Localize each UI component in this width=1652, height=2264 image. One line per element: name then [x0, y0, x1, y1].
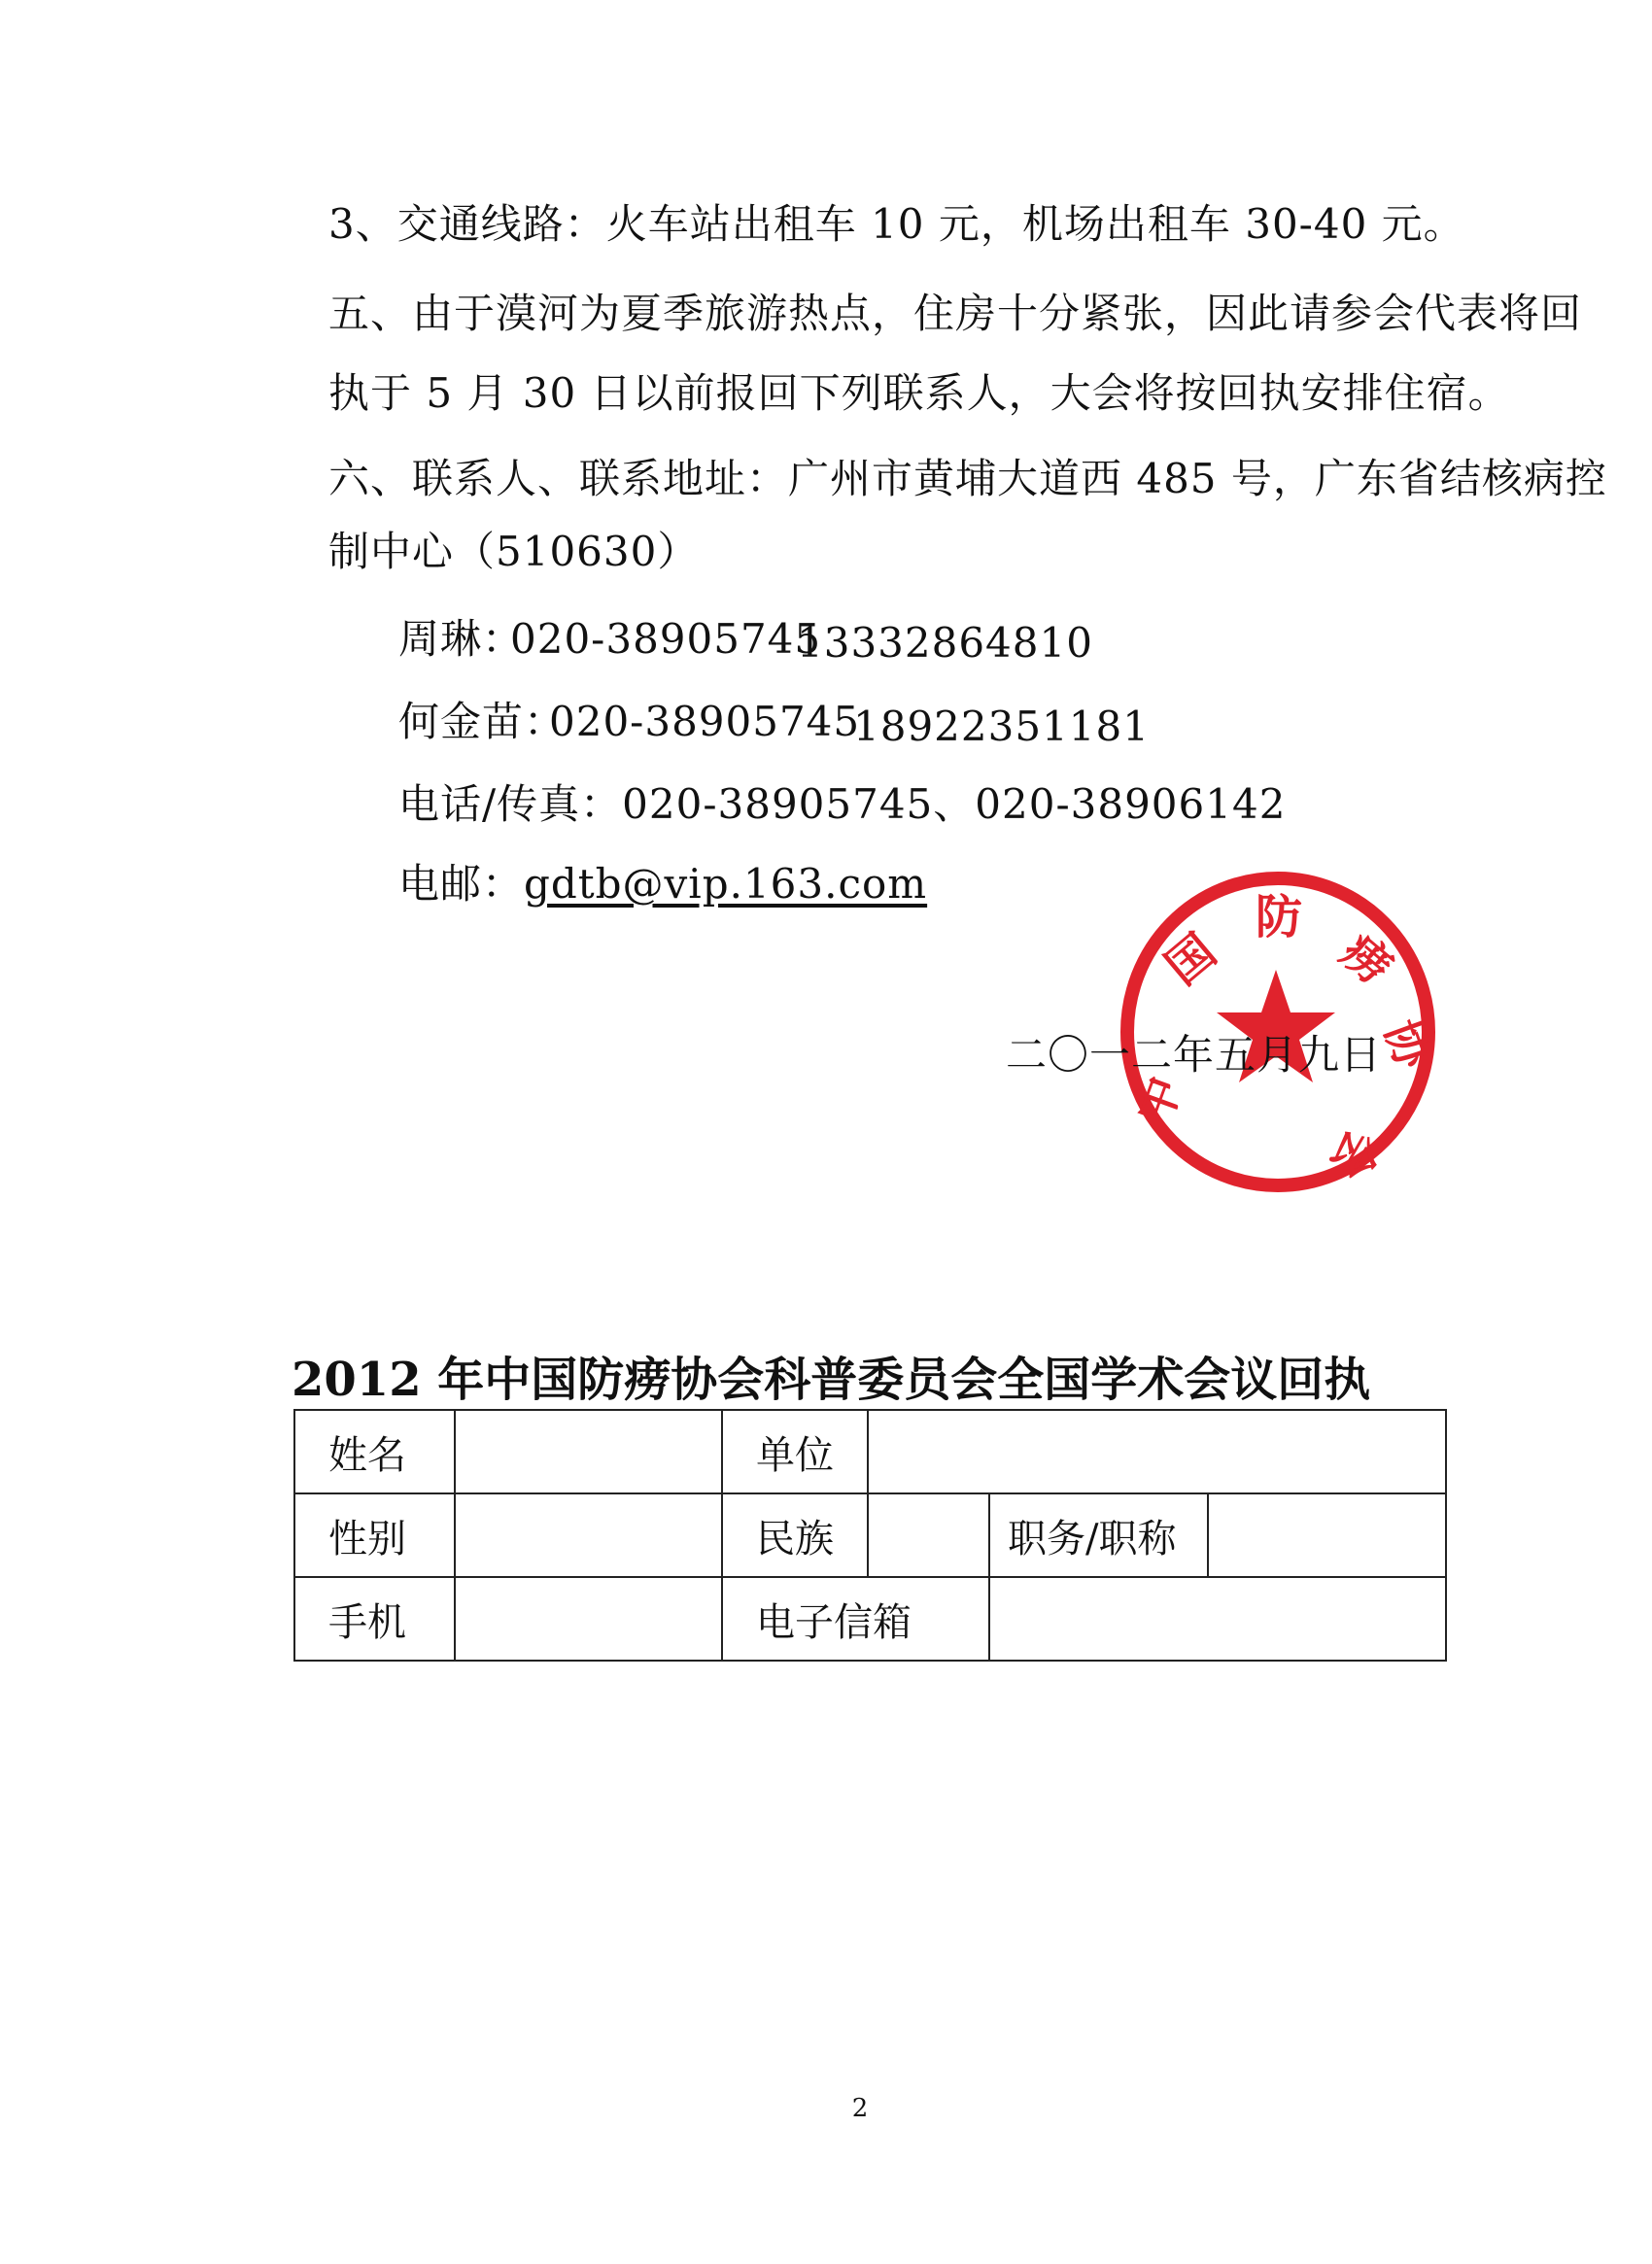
position-field[interactable]	[1208, 1493, 1446, 1577]
table-row	[294, 1410, 1446, 1493]
mobile-field[interactable]	[455, 1577, 722, 1661]
table-row	[294, 1577, 1446, 1661]
email-field[interactable]	[989, 1577, 1446, 1661]
position-label: 职务/职称	[989, 1493, 1208, 1577]
contact-he-mobile: 18922351181	[853, 703, 1150, 750]
name-field[interactable]	[455, 1410, 722, 1493]
name-label: 姓名	[294, 1410, 455, 1493]
accommodation-line-1: 五、由于漠河为夏季旅游热点，住房十分紧张，因此请参会代表将回	[328, 290, 1583, 337]
receipt-title: 2012 年中国防痨协会科普委员会全国学术会议回执	[292, 1353, 1371, 1407]
contact-zhou-mobile: 13332864810	[797, 619, 1093, 667]
contact-zhou-phone: 020-38905745	[510, 615, 822, 663]
gender-label: 性别	[294, 1493, 455, 1577]
unit-label: 单位	[722, 1410, 868, 1493]
contact-address-line-2: 制中心（510630）	[328, 528, 700, 575]
accommodation-line-2: 执于 5 月 30 日以前报回下列联系人，大会将按回执安排住宿。	[328, 369, 1510, 417]
contact-zhou-label: 周琳：	[398, 615, 525, 663]
contact-email-label: 电邮：	[398, 860, 525, 908]
contact-he-label: 何金苗：	[398, 698, 567, 745]
seal-char-4: 痨	[1330, 923, 1402, 996]
table-row	[294, 1493, 1446, 1577]
receipt-form-table	[293, 1409, 1447, 1662]
ethnicity-field[interactable]	[868, 1493, 989, 1577]
signature-date: 二〇一二年五月九日	[1006, 1031, 1383, 1079]
seal-char-6: 会	[1319, 1120, 1391, 1188]
email-label: 电子信箱	[722, 1577, 989, 1661]
gender-field[interactable]	[455, 1493, 722, 1577]
contact-email-row	[398, 857, 927, 911]
unit-field[interactable]	[868, 1410, 1446, 1493]
contact-phone-fax: 电话/传真：020-38905745、020-38906142	[398, 780, 1287, 828]
email-link[interactable]: gdtb@vip.163.com	[524, 860, 928, 908]
ethnicity-label: 民族	[722, 1493, 868, 1577]
seal-char-5: 协	[1373, 1012, 1441, 1076]
seal-char-3: 防	[1255, 890, 1303, 944]
seal-char-1: 中	[1125, 1069, 1193, 1132]
page-number: 2	[851, 2094, 869, 2123]
seal-char-2: 国	[1155, 923, 1227, 996]
contact-he-phone: 020-38905745	[549, 698, 861, 745]
contact-address-line-1: 六、联系人、联系地址：广州市黄埔大道西 485 号，广东省结核病控	[328, 455, 1607, 502]
mobile-label: 手机	[294, 1577, 455, 1661]
transport-line: 3、交通线路：火车站出租车 10 元，机场出租车 30-40 元。	[328, 200, 1465, 248]
